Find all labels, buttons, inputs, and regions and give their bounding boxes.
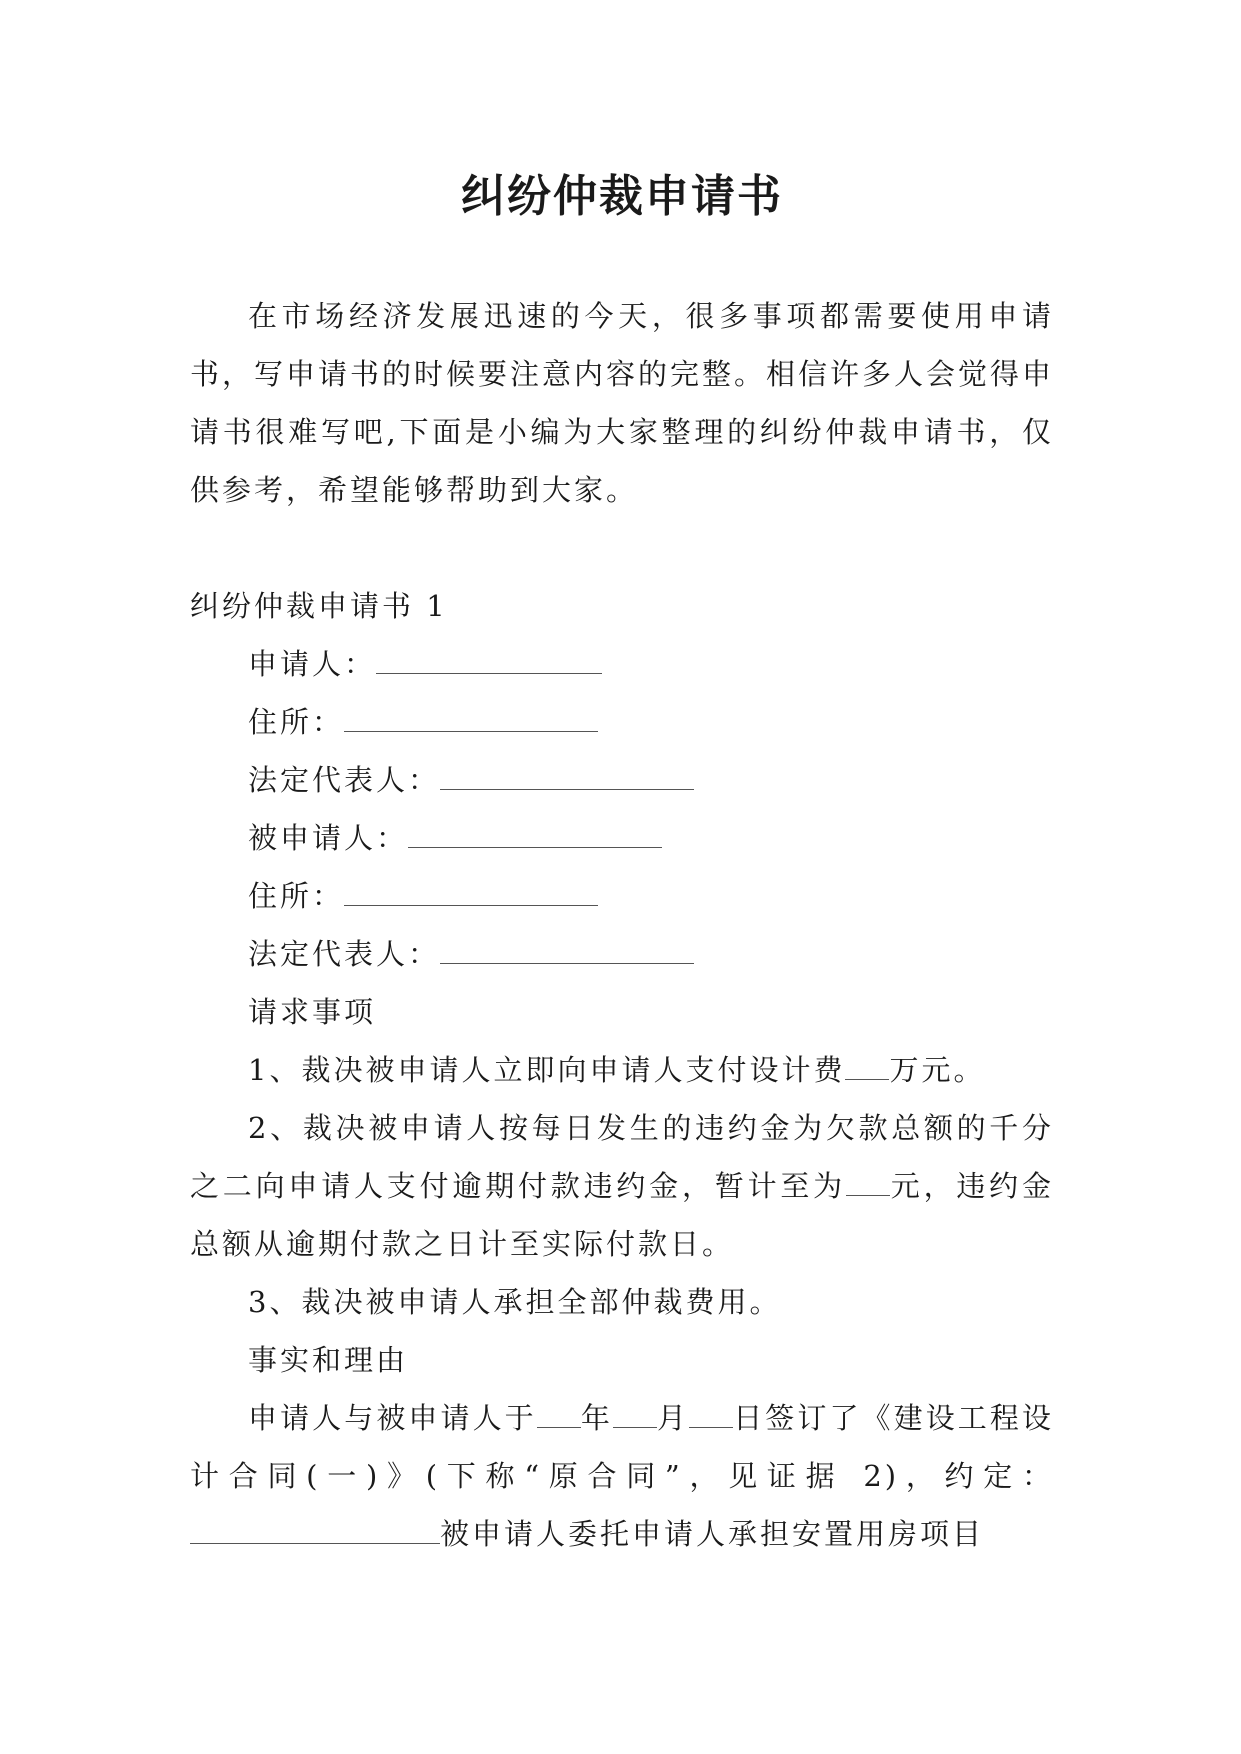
document-title: 纠纷仲裁申请书 [461,171,783,222]
claim-2-blank [846,1171,890,1196]
claim-1-unit: 万元。 [889,1053,986,1087]
applicant-label: 申请人： [248,647,377,681]
facts-text-2: 日签订了《建设工程设计合同(一)》(下称“原合同”，见证据 2)，约定： [190,1401,1054,1493]
respondent-address-field [190,867,1054,925]
respondent-rep-field [190,925,1054,983]
section-title: 纠纷仲裁申请书 1 [190,589,448,623]
paragraph-spacer [190,519,1054,577]
respondent-rep-label: 法定代表人： [248,937,441,971]
applicant-address-field [190,693,1054,751]
facts-day-blank [689,1403,733,1428]
facts-month: 月 [656,1401,690,1435]
claim-2-tail: 元，违约金总额从逾期付款之日计至实际付款日。 [190,1169,1054,1261]
claims-heading: 请求事项 [248,995,377,1029]
facts-text-1: 申请人与被申请人于 [248,1401,537,1435]
respondent-field [190,809,1054,867]
facts-agreement-blank [190,1519,440,1544]
claim-item-1 [190,1041,1054,1099]
facts-year: 年 [580,1401,613,1435]
applicant-rep-label: 法定代表人： [248,763,441,797]
respondent-rep-blank [440,939,694,964]
applicant-rep-blank [440,765,694,790]
applicant-rep-field [190,751,1054,809]
facts-paragraph [190,1389,1054,1563]
claim-1-text: 1、裁决被申请人立即向申请人支付设计费 [248,1053,846,1087]
respondent-address-blank [344,881,598,906]
claim-item-3: 3、裁决被申请人承担全部仲裁费用。 [248,1285,782,1319]
facts-year-blank [537,1403,581,1428]
applicant-address-blank [344,707,598,732]
claim-2-text: 2、裁决被申请人按每日发生的违约金为欠款总额的千分之二向申请人支付逾期付款违约金，暂计至为 [190,1111,1054,1203]
respondent-label: 被申请人： [248,821,409,855]
claim-1-blank [845,1055,889,1080]
respondent-blank [408,823,662,848]
respondent-address-label: 住所： [248,879,345,913]
facts-heading: 事实和理由 [248,1343,409,1377]
applicant-field [190,635,1054,693]
intro-paragraph: 在市场经济发展迅速的今天，很多事项都需要使用申请书，写申请书的时候要注意内容的完整。相信许多人会觉得申请书很难写吧,下面是小编为大家整理的纠纷仲裁申请书，仅供参考，希望能够帮助到大家。 [190,299,1055,507]
applicant-address-label: 住所： [248,705,345,739]
facts-text-3: 被申请人委托申请人承担安置用房项目 [440,1517,985,1551]
facts-month-blank [613,1403,657,1428]
applicant-blank [376,649,602,674]
claim-item-2 [190,1099,1054,1273]
document-body [190,287,1054,1563]
